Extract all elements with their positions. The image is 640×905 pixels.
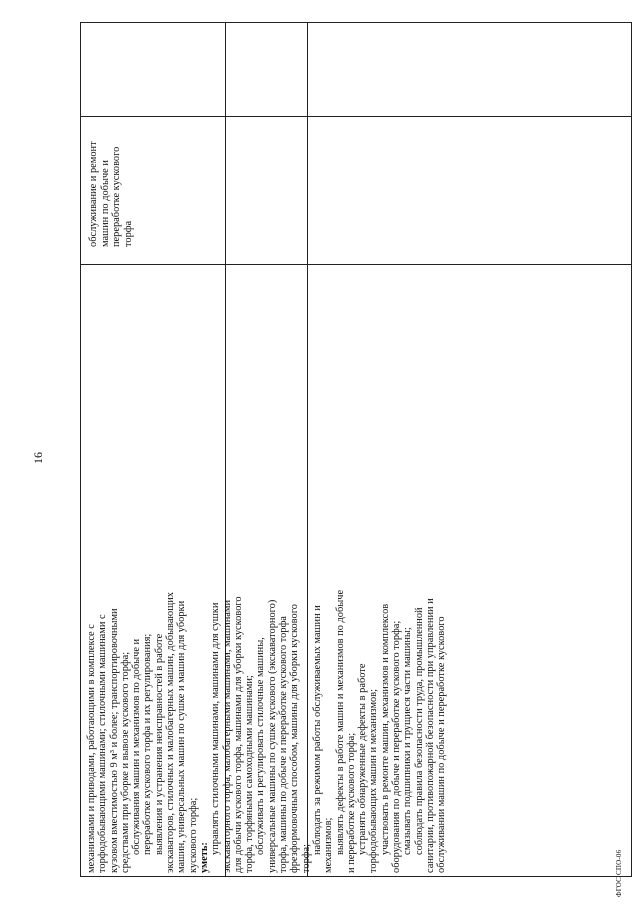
skills-line: экскаваторов, стилочных и малобагерных машин, добывающих (165, 592, 177, 873)
skills-line: выявлять дефекты в работе машин и механизмов по добыче (334, 589, 346, 855)
skills-line: для добычи кускового торфа, машинами для уборки кускового (232, 596, 244, 873)
skills-line (199, 313, 210, 873)
table-border-bottom (631, 22, 632, 877)
skills-line: торфа; (300, 843, 312, 873)
topic-line: обслуживание и ремонт (88, 141, 99, 247)
skills-line: торфодобывающих машин и механизмов; (368, 688, 380, 873)
skills-heading: уметь: (198, 842, 210, 873)
skills-line: экскаваторного торфа, малобагерными машинами, машинами (221, 599, 233, 873)
skills-line: выявления и устранения неисправностей в работе (153, 633, 165, 855)
skills-line: кускового торфа; (187, 797, 199, 873)
table-column-divider-2 (80, 116, 632, 117)
competency-table (80, 22, 632, 877)
skills-line: соблюдать правила безопасности труда, промышленной (413, 607, 425, 855)
table-column-divider (80, 264, 632, 265)
skills-line: торфа, торфяными самоходными машинами; (244, 675, 256, 873)
skills-line: оборудования по добыче и переработке кускового торфа; (391, 620, 403, 873)
skills-line: управлять стилочными машинами, машинами для сушки (210, 602, 222, 855)
footer-code: ФГОС СПО-06 (615, 849, 623, 897)
skills-line: переработке кускового торфа и их регулирования; (142, 633, 154, 855)
skills-line: обслуживании машин по добыче и переработке кускового (436, 616, 448, 873)
skills-line: участвовать в ремонте машин, механизмов и комплексов (379, 603, 391, 855)
skills-line: универсальные машины по сушке кускового (экскаваторного) (266, 599, 278, 873)
skills-line: обслуживать и регулировать стилочные машины, (255, 637, 267, 855)
skills-line: обслуживания машин и механизмов по добыче и (131, 638, 143, 855)
skills-line: торфодобывающими машинами; стилочными машинами с (97, 614, 109, 873)
skills-line: торфа, машины по добыче и переработке кускового торфа (278, 616, 290, 873)
topic-line: переработке кускового (111, 146, 122, 247)
skills-line: и переработке кускового торфа; (345, 732, 357, 873)
skills-line: средствами при уборке и вывозе кускового торфа; (119, 651, 131, 873)
skills-cell-text (86, 313, 448, 873)
table-border-right (80, 22, 632, 23)
table-border-left (80, 876, 632, 877)
skills-line: санитарии, противопожарной безопасности при управлении и (424, 598, 436, 873)
topic-line: машин по добыче и (99, 160, 111, 247)
table-border-top (80, 22, 81, 877)
topic-cell-text (88, 137, 134, 247)
skills-line: кузовом вместимостью 9 м³ и более; транспортировочными (108, 608, 120, 873)
topic-line: торфа (122, 220, 134, 247)
skills-line: устранять обнаруженные дефекты в работе (357, 663, 369, 855)
skills-line: наблюдать за режимом работы обслуживаемых машин и (311, 605, 323, 855)
skills-line: фрезформовочным способом, машины для уборки кускового (289, 604, 301, 873)
page-number: 16 (31, 452, 45, 464)
skills-line: машин, универсальных машин по сушке и машин для уборки (176, 600, 188, 873)
skills-line: механизмов; (323, 817, 335, 873)
skills-line: смазывать подшипники и трущиеся части машины; (402, 627, 414, 855)
skills-line: механизмами и приводами, работающими в комплексе с (86, 624, 97, 873)
